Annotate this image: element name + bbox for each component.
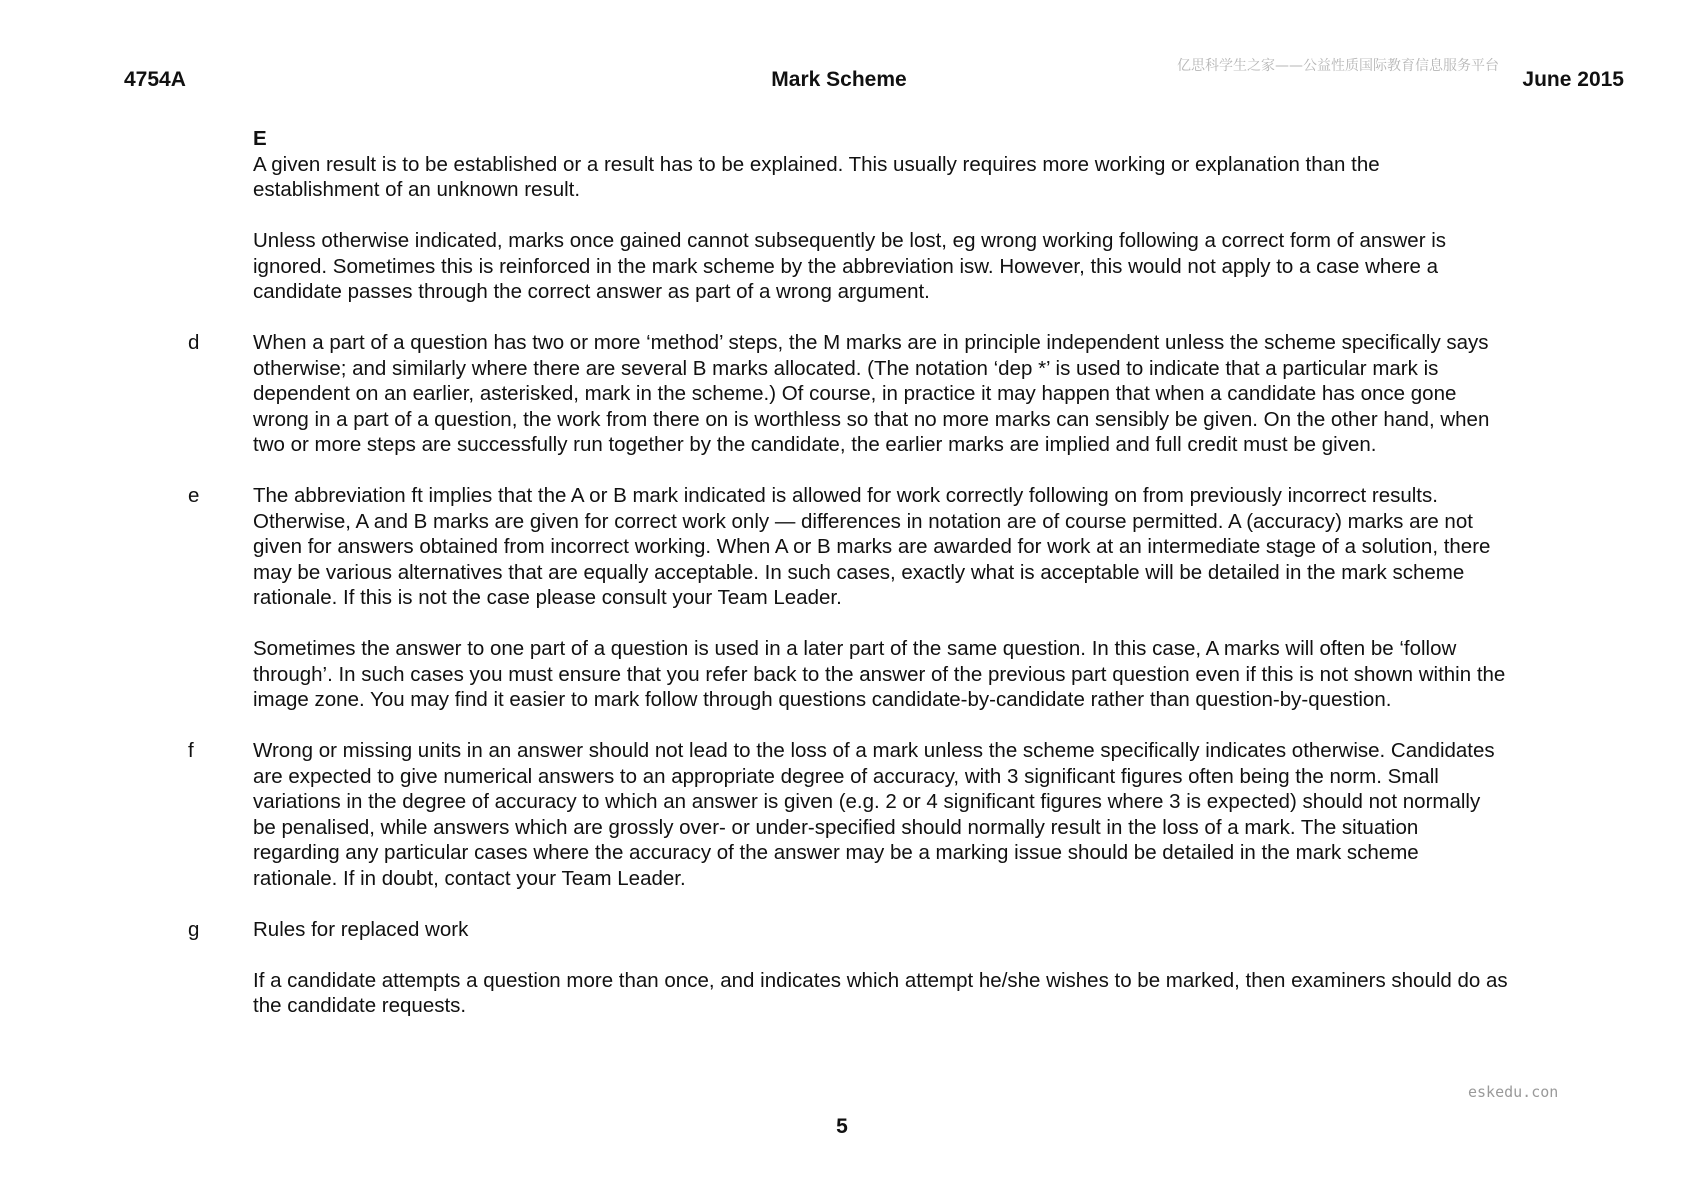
section-g	[188, 917, 1518, 1019]
section-d-paragraph-1: When a part of a question has two or more ‘method’ steps, the M marks are in principle independent unless the scheme specifically says otherwise; and similarly where there are several B marks allocated. (The notation ‘dep *’ is used to indicate that a particular mark is dependent on an earlier, asterisked, mark in the scheme.) Of course, in practice it may happen that when a candidate has once gone wrong in a part of a question, the work from there on is worthless so that no more marks can sensibly be given. On the other hand, when two or more steps are successfully run together by the candidate, the earlier marks are implied and full credit must be given.	[253, 331, 1490, 456]
section-d-marker: d	[188, 331, 200, 354]
section-d	[188, 330, 1518, 458]
section-f	[188, 738, 1518, 891]
section-e-marker: e	[188, 484, 200, 507]
section-g-paragraph-1: Rules for replaced work	[253, 917, 469, 941]
section-f-marker: f	[188, 739, 194, 762]
section-E-heading: E	[253, 127, 267, 150]
document-body	[188, 126, 1518, 1044]
section-g-paragraph-2: If a candidate attempts a question more than once, and indicates which attempt he/she wishes to be marked, then examiners should do as the candidate requests.	[253, 968, 1508, 1017]
section-g-marker: g	[188, 917, 200, 941]
section-E-paragraph-2: Unless otherwise indicated, marks once gained cannot subsequently be lost, eg wrong working following a correct form of answer is ignored. Sometimes this is reinforced in the mark scheme by the abbreviation isw. However, this would not apply to a case where a candidate passes through the correct answer as part of a wrong argument.	[253, 229, 1447, 303]
section-f-paragraph-1: Wrong or missing units in an answer should not lead to the loss of a mark unless the scheme specifically indicates otherwise. Candidates are expected to give numerical answers to an appropriate degree of accuracy, with 3 significant figures often being the norm. Small variations in the degree of accuracy to which an answer is given (e.g. 2 or 4 significant figures where 3 is expected) should not normally be penalised, while answers which are grossly over- or under-specified should normally result in the loss of a mark. The situation regarding any particular cases where the accuracy of the answer may be a marking issue should be detailed in the mark scheme rationale. If in doubt, contact your Team Leader.	[253, 739, 1495, 890]
section-E	[188, 126, 1518, 305]
watermark-bottom: eskedu.con	[1468, 1083, 1559, 1101]
watermark-top: 亿思科学生之家——公益性质国际教育信息服务平台	[1177, 58, 1499, 74]
document-code: 4754A	[124, 68, 186, 91]
document-title: Mark Scheme	[771, 68, 907, 91]
section-e	[188, 483, 1518, 713]
section-e-paragraph-1: The abbreviation ft implies that the A or B mark indicated is allowed for work correctly following on from previously incorrect results. Otherwise, A and B marks are given for correct work only — differences in notation are of course permitted. A (accuracy) marks are not given for answers obtained from incorrect working. When A or B marks are awarded for work at an intermediate stage of a solution, there may be various alternatives that are equally acceptable. In such cases, exactly what is acceptable will be detailed in the mark scheme rationale. If this is not the case please consult your Team Leader.	[253, 484, 1491, 609]
section-e-paragraph-2: Sometimes the answer to one part of a question is used in a later part of the same question. In this case, A marks will often be ‘follow through’. In such cases you must ensure that you refer back to the answer of the previous part question even if this is not shown within the image zone. You may find it easier to mark follow through questions candidate-by-candidate rather than question-by-question.	[253, 637, 1506, 711]
document-date: June 2015	[1522, 68, 1624, 91]
page-number: 5	[836, 1115, 848, 1138]
section-E-paragraph-1: A given result is to be established or a result has to be explained. This usually requires more working or explanation than the establishment of an unknown result.	[253, 152, 1380, 201]
